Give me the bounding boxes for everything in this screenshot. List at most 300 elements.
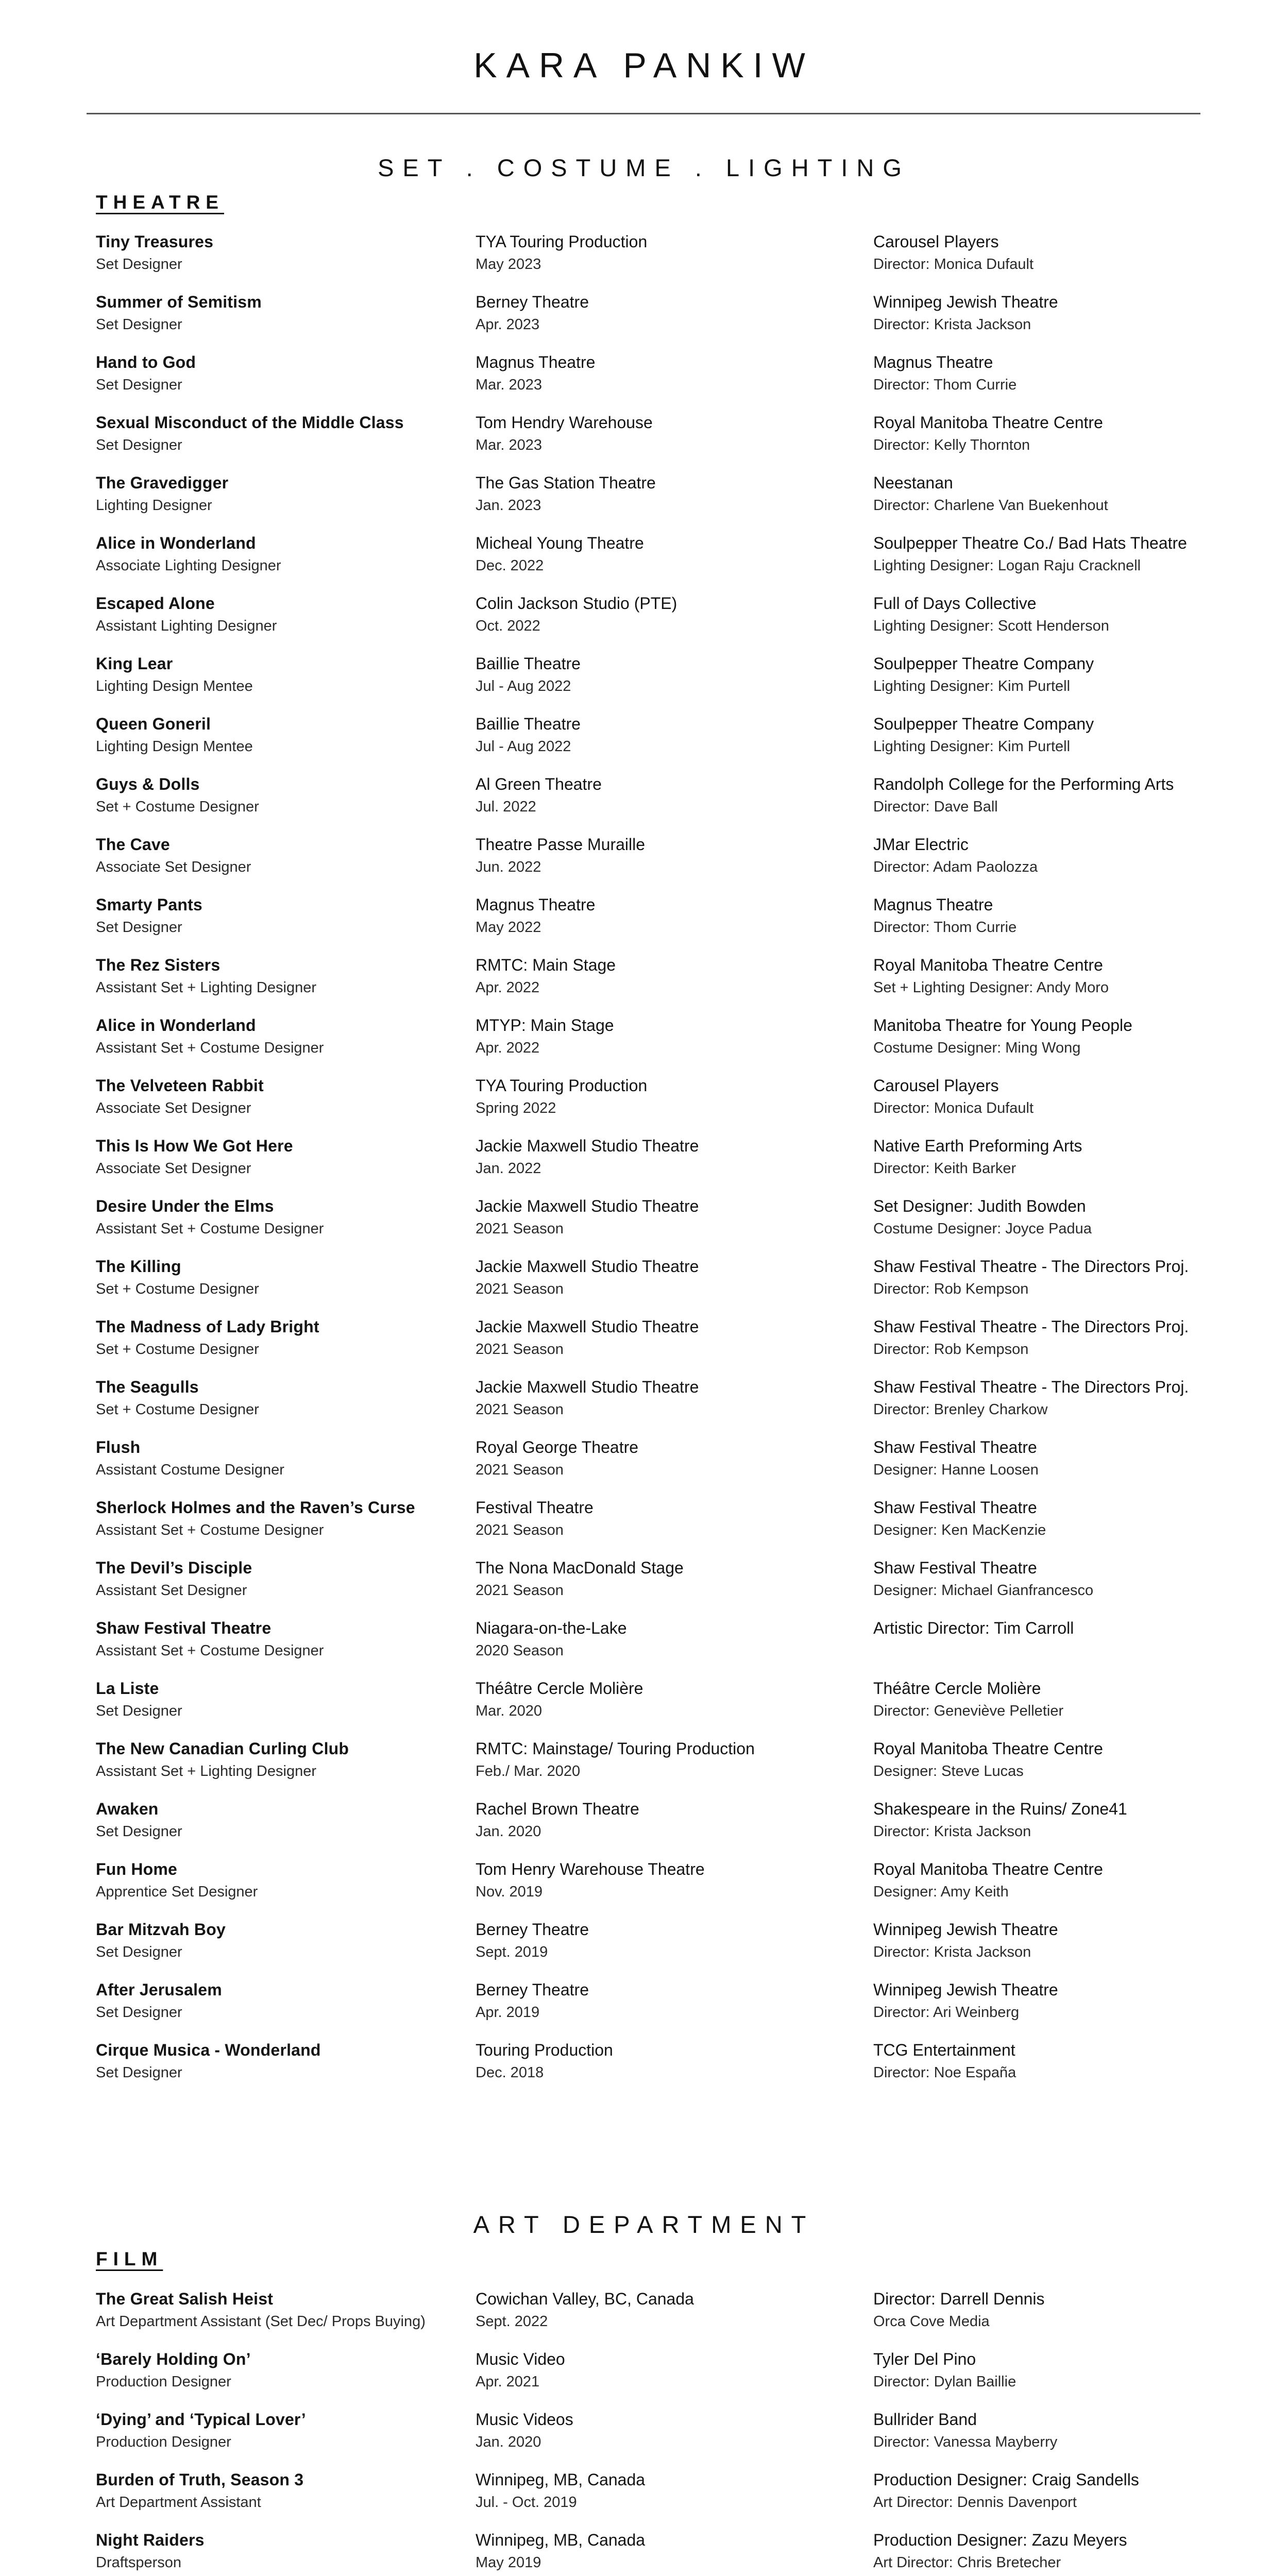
credit-date: Spring 2022 — [476, 1100, 556, 1116]
credit-cell — [476, 1376, 846, 1421]
credit-company: Soulpepper Theatre Company — [873, 715, 1094, 733]
credit-date: Jul. - Oct. 2019 — [476, 2494, 577, 2511]
credit-cell — [96, 2039, 467, 2084]
credit-company: TCG Entertainment — [873, 2041, 1015, 2059]
credit-date: May 2022 — [476, 919, 541, 936]
credit-date: Apr. 2022 — [476, 1040, 540, 1056]
credit-title: The Killing — [96, 1257, 181, 1276]
credit-date: May 2023 — [476, 256, 541, 273]
credit-date: Sept. 2022 — [476, 2313, 548, 2330]
credit-venue: TYA Touring Production — [476, 232, 648, 251]
credit-cell — [96, 1255, 467, 1300]
credit-cell — [873, 2468, 1234, 2514]
credit-company: Shaw Festival Theatre — [873, 1438, 1037, 1456]
credit-cell — [873, 2039, 1234, 2084]
credit-cell — [476, 2529, 846, 2574]
credit-title: La Liste — [96, 1679, 159, 1698]
credit-cell — [476, 1737, 846, 1783]
credit-cell — [476, 2287, 846, 2333]
credit-cell — [873, 1315, 1234, 1361]
credit-role: Assistant Set Designer — [96, 1582, 247, 1599]
credit-cell — [873, 532, 1234, 577]
credit-venue: Berney Theatre — [476, 293, 589, 311]
credit-date: 2020 Season — [476, 1642, 564, 1659]
credit-cell — [96, 713, 467, 758]
credit-cell — [873, 1195, 1234, 1240]
credit-role: Draftsperson — [96, 2554, 182, 2571]
credit-cell — [476, 1677, 846, 1722]
credit-company: Production Designer: Zazu Meyers — [873, 2531, 1127, 2549]
credit-company: Shakespeare in the Ruins/ Zone41 — [873, 1800, 1127, 1818]
credit-person: Director: Rob Kempson — [873, 1341, 1029, 1358]
credit-cell — [873, 713, 1234, 758]
credit-cell — [873, 954, 1234, 999]
credit-cell — [873, 1074, 1234, 1120]
credit-role: Assistant Set + Lighting Designer — [96, 1763, 316, 1780]
credit-date: Apr. 2019 — [476, 2004, 540, 2021]
credit-person: Designer: Ken MacKenzie — [873, 1522, 1046, 1538]
credit-cell — [96, 230, 467, 276]
credit-cell — [96, 1617, 467, 1662]
credit-venue: Baillie Theatre — [476, 715, 581, 733]
credit-company: Carousel Players — [873, 1076, 999, 1095]
credit-cell — [96, 1376, 467, 1421]
credit-date: Apr. 2023 — [476, 316, 540, 333]
credit-title: The Velveteen Rabbit — [96, 1076, 264, 1095]
credit-cell — [476, 230, 846, 276]
credit-company: Manitoba Theatre for Young People — [873, 1016, 1132, 1035]
credit-company: Artistic Director: Tim Carroll — [873, 1619, 1074, 1637]
credit-role: Associate Set Designer — [96, 1160, 251, 1177]
credit-row — [96, 1918, 1204, 1978]
credit-role: Set Designer — [96, 2004, 182, 2021]
credit-cell — [96, 2348, 467, 2393]
credit-person: Designer: Michael Gianfrancesco — [873, 1582, 1094, 1599]
credit-venue: Colin Jackson Studio (PTE) — [476, 594, 677, 613]
credit-row — [96, 1978, 1204, 2039]
credit-company: Winnipeg Jewish Theatre — [873, 293, 1058, 311]
credit-date: Jul - Aug 2022 — [476, 738, 571, 755]
credit-cell — [873, 471, 1234, 517]
credit-company: Shaw Festival Theatre - The Directors Proj. — [873, 1317, 1189, 1336]
credit-role: Art Department Assistant (Set Dec/ Props Buying) — [96, 2313, 426, 2330]
credit-cell — [96, 532, 467, 577]
credit-person: Designer: Amy Keith — [873, 1884, 1009, 1900]
credit-role: Assistant Set + Costume Designer — [96, 1642, 324, 1659]
credit-date: 2021 Season — [476, 1341, 564, 1358]
credit-date: 2021 Season — [476, 1401, 564, 1418]
credit-row — [96, 351, 1204, 411]
credit-role: Set Designer — [96, 316, 182, 333]
credit-date: 2021 Season — [476, 1221, 564, 1237]
header-divider — [87, 113, 1200, 114]
credit-cell — [873, 773, 1234, 818]
theatre-credits-list — [96, 230, 1204, 2099]
credit-venue: Cowichan Valley, BC, Canada — [476, 2290, 694, 2308]
credit-cell — [873, 291, 1234, 336]
credit-row — [96, 1798, 1204, 1858]
credit-cell — [96, 2529, 467, 2574]
credit-cell — [873, 1436, 1234, 1481]
credit-person: Director: Dave Ball — [873, 799, 998, 815]
credit-venue: RMTC: Mainstage/ Touring Production — [476, 1739, 755, 1758]
credit-cell — [476, 471, 846, 517]
credit-venue: Théâtre Cercle Molière — [476, 1679, 643, 1698]
credit-cell — [96, 351, 467, 396]
credit-role: Assistant Costume Designer — [96, 1462, 284, 1478]
credit-cell — [476, 893, 846, 939]
credit-row — [96, 2468, 1204, 2529]
credit-company: Randolph College for the Performing Arts — [873, 775, 1174, 793]
credit-role: Set Designer — [96, 437, 182, 453]
credit-row — [96, 2348, 1204, 2408]
credit-cell — [873, 1617, 1234, 1639]
credit-person: Art Director: Chris Bretecher — [873, 2554, 1061, 2571]
film-heading: FILM — [96, 2248, 163, 2269]
credit-cell — [96, 1737, 467, 1783]
credit-cell — [476, 1014, 846, 1059]
credit-person: Director: Thom Currie — [873, 919, 1017, 936]
credit-row — [96, 592, 1204, 652]
credit-role: Art Department Assistant — [96, 2494, 261, 2511]
credit-person: Director: Monica Dufault — [873, 256, 1034, 273]
credit-title: The Rez Sisters — [96, 956, 221, 974]
credit-cell — [873, 1737, 1234, 1783]
credit-role: Set Designer — [96, 1944, 182, 1960]
credit-cell — [476, 1496, 846, 1541]
credit-role: Associate Set Designer — [96, 859, 251, 875]
credit-date: Mar. 2020 — [476, 1703, 542, 1719]
credit-cell — [476, 2039, 846, 2084]
credit-cell — [476, 1918, 846, 1963]
credit-row — [96, 1376, 1204, 1436]
credit-company: Royal Manitoba Theatre Centre — [873, 1739, 1103, 1758]
credit-date: Dec. 2018 — [476, 2064, 544, 2081]
credit-venue: Magnus Theatre — [476, 353, 596, 371]
credit-venue: RMTC: Main Stage — [476, 956, 616, 974]
credit-role: Set Designer — [96, 1823, 182, 1840]
credit-person: Director: Adam Paolozza — [873, 859, 1038, 875]
credit-cell — [476, 1798, 846, 1843]
credit-cell — [96, 1074, 467, 1120]
credit-cell — [476, 2468, 846, 2514]
credit-cell — [96, 1436, 467, 1481]
credit-cell — [96, 1677, 467, 1722]
credit-cell — [476, 1556, 846, 1602]
credit-title: ‘Barely Holding On’ — [96, 2350, 251, 2368]
credit-company: Royal Manitoba Theatre Centre — [873, 413, 1103, 432]
credit-cell — [476, 1436, 846, 1481]
credit-title: Alice in Wonderland — [96, 1016, 256, 1035]
credit-row — [96, 773, 1204, 833]
credit-venue: Touring Production — [476, 2041, 613, 2059]
credit-cell — [476, 713, 846, 758]
credit-venue: Al Green Theatre — [476, 775, 602, 793]
credit-role: Assistant Set + Costume Designer — [96, 1221, 324, 1237]
credit-company: Magnus Theatre — [873, 895, 993, 914]
credit-title: Smarty Pants — [96, 895, 202, 914]
credit-cell — [96, 1496, 467, 1541]
credit-company: JMar Electric — [873, 835, 969, 854]
credit-date: Mar. 2023 — [476, 377, 542, 393]
credit-role: Associate Lighting Designer — [96, 557, 281, 574]
credit-cell — [476, 411, 846, 456]
credit-cell — [873, 592, 1234, 637]
credit-cell — [873, 1014, 1234, 1059]
credit-cell — [96, 652, 467, 698]
credit-cell — [476, 1858, 846, 1903]
credit-venue: Berney Theatre — [476, 1980, 589, 1999]
credit-title: Guys & Dolls — [96, 775, 200, 793]
credit-venue: Jackie Maxwell Studio Theatre — [476, 1378, 699, 1396]
credit-title: The Madness of Lady Bright — [96, 1317, 319, 1336]
credit-date: Apr. 2022 — [476, 979, 540, 996]
credit-person: Lighting Designer: Logan Raju Cracknell — [873, 557, 1141, 574]
credit-company: Shaw Festival Theatre - The Directors Proj. — [873, 1257, 1189, 1276]
credit-cell — [476, 652, 846, 698]
credit-cell — [873, 1858, 1234, 1903]
credit-date: May 2019 — [476, 2554, 541, 2571]
credit-date: 2021 Season — [476, 1522, 564, 1538]
credit-cell — [476, 773, 846, 818]
credit-person: Lighting Designer: Kim Purtell — [873, 738, 1071, 755]
credit-date: Jul - Aug 2022 — [476, 678, 571, 694]
credit-cell — [873, 1496, 1234, 1541]
credit-cell — [96, 1315, 467, 1361]
credit-row — [96, 713, 1204, 773]
credit-person: Director: Ari Weinberg — [873, 2004, 1020, 2021]
credit-cell — [476, 954, 846, 999]
credit-venue: Jackie Maxwell Studio Theatre — [476, 1257, 699, 1276]
credit-row — [96, 893, 1204, 954]
credit-person: Director: Krista Jackson — [873, 316, 1031, 333]
credit-role: Assistant Lighting Designer — [96, 618, 277, 634]
credit-row — [96, 833, 1204, 893]
credit-role: Set + Costume Designer — [96, 799, 259, 815]
credit-company: Director: Darrell Dennis — [873, 2290, 1045, 2308]
credit-role: Associate Set Designer — [96, 1100, 251, 1116]
credit-venue: Royal George Theatre — [476, 1438, 639, 1456]
credit-title: Bar Mitzvah Boy — [96, 1920, 226, 1939]
credit-row — [96, 1255, 1204, 1315]
credit-role: Assistant Set + Lighting Designer — [96, 979, 316, 996]
credit-date: 2021 Season — [476, 1462, 564, 1478]
credit-person: Lighting Designer: Kim Purtell — [873, 678, 1071, 694]
credit-row — [96, 1858, 1204, 1918]
credit-cell — [96, 1195, 467, 1240]
credit-person: Director: Rob Kempson — [873, 1281, 1029, 1297]
credit-company: Shaw Festival Theatre - The Directors Proj. — [873, 1378, 1189, 1396]
credit-cell — [96, 2287, 467, 2333]
credit-date: Oct. 2022 — [476, 618, 540, 634]
credit-cell — [476, 1315, 846, 1361]
credit-row — [96, 2408, 1204, 2468]
credit-cell — [476, 1255, 846, 1300]
credit-cell — [873, 411, 1234, 456]
credit-cell — [873, 2287, 1234, 2333]
credit-date: Apr. 2021 — [476, 2374, 540, 2390]
credit-cell — [96, 954, 467, 999]
art-department-title: ART DEPARTMENT — [473, 2211, 815, 2238]
credit-role: Assistant Set + Costume Designer — [96, 1522, 324, 1538]
credit-date: Jan. 2022 — [476, 1160, 541, 1177]
credit-company: Set Designer: Judith Bowden — [873, 1197, 1086, 1215]
credit-cell — [873, 1134, 1234, 1180]
credit-cell — [96, 592, 467, 637]
credit-title: Cirque Musica - Wonderland — [96, 2041, 321, 2059]
credit-cell — [96, 471, 467, 517]
credit-cell — [873, 833, 1234, 878]
credit-company: Théâtre Cercle Molière — [873, 1679, 1041, 1698]
credit-cell — [873, 1255, 1234, 1300]
credit-venue: Magnus Theatre — [476, 895, 596, 914]
credit-title: King Lear — [96, 654, 173, 673]
credit-company: Royal Manitoba Theatre Centre — [873, 956, 1103, 974]
credit-company: Shaw Festival Theatre — [873, 1498, 1037, 1517]
credit-cell — [873, 1918, 1234, 1963]
credit-role: Set Designer — [96, 256, 182, 273]
credit-row — [96, 471, 1204, 532]
credit-company: Carousel Players — [873, 232, 999, 251]
film-credits-list — [96, 2287, 1204, 2576]
credit-venue: Micheal Young Theatre — [476, 534, 644, 552]
credit-row — [96, 532, 1204, 592]
credit-cell — [476, 2348, 846, 2393]
credit-role: Lighting Design Mentee — [96, 738, 253, 755]
credit-cell — [873, 893, 1234, 939]
credit-title: Sherlock Holmes and the Raven’s Curse — [96, 1498, 415, 1517]
credit-cell — [476, 833, 846, 878]
credit-date: Jan. 2020 — [476, 2434, 541, 2450]
credit-person: Designer: Hanne Loosen — [873, 1462, 1039, 1478]
credit-person: Costume Designer: Joyce Padua — [873, 1221, 1092, 1237]
credit-row — [96, 291, 1204, 351]
credit-person: Director: Dylan Baillie — [873, 2374, 1016, 2390]
credit-company: Tyler Del Pino — [873, 2350, 976, 2368]
credit-person: Lighting Designer: Scott Henderson — [873, 618, 1109, 634]
credit-row — [96, 1315, 1204, 1376]
credit-person: Costume Designer: Ming Wong — [873, 1040, 1081, 1056]
credit-person: Orca Cove Media — [873, 2313, 990, 2330]
credit-cell — [96, 893, 467, 939]
resume-name: KARA PANKIW — [473, 46, 815, 85]
credit-title: The New Canadian Curling Club — [96, 1739, 349, 1758]
credit-row — [96, 1195, 1204, 1255]
credit-cell — [96, 291, 467, 336]
credit-role: Apprentice Set Designer — [96, 1884, 258, 1900]
credit-title: Summer of Semitism — [96, 293, 262, 311]
credit-person: Director: Geneviève Pelletier — [873, 1703, 1064, 1719]
credit-title: Fun Home — [96, 1860, 178, 1878]
credit-company: Magnus Theatre — [873, 353, 993, 371]
credit-venue: Jackie Maxwell Studio Theatre — [476, 1137, 699, 1155]
credit-venue: Rachel Brown Theatre — [476, 1800, 639, 1818]
credit-date: Jun. 2022 — [476, 859, 541, 875]
credit-cell — [96, 1014, 467, 1059]
credit-date: Jul. 2022 — [476, 799, 536, 815]
credit-row — [96, 1134, 1204, 1195]
credit-cell — [873, 230, 1234, 276]
credit-role: Set + Costume Designer — [96, 1341, 259, 1358]
credit-person: Director: Thom Currie — [873, 377, 1017, 393]
credit-cell — [873, 1556, 1234, 1602]
credit-cell — [476, 1074, 846, 1120]
credit-person: Director: Noe España — [873, 2064, 1016, 2081]
credit-row — [96, 954, 1204, 1014]
credit-venue: The Nona MacDonald Stage — [476, 1558, 684, 1577]
credit-title: Desire Under the Elms — [96, 1197, 274, 1215]
credit-cell — [96, 411, 467, 456]
credit-company: Soulpepper Theatre Co./ Bad Hats Theatre — [873, 534, 1187, 552]
credit-cell — [476, 1195, 846, 1240]
credit-cell — [873, 1677, 1234, 1722]
credit-cell — [476, 592, 846, 637]
credit-role: Lighting Design Mentee — [96, 678, 253, 694]
credit-date: 2021 Season — [476, 1582, 564, 1599]
credit-role: Set Designer — [96, 919, 182, 936]
credit-company: Soulpepper Theatre Company — [873, 654, 1094, 673]
credit-cell — [873, 2408, 1234, 2453]
credit-title: Alice in Wonderland — [96, 534, 256, 552]
credit-cell — [476, 351, 846, 396]
credit-person: Director: Krista Jackson — [873, 1823, 1031, 1840]
credit-role: Set + Costume Designer — [96, 1401, 259, 1418]
credit-row — [96, 411, 1204, 471]
credit-venue: The Gas Station Theatre — [476, 473, 656, 492]
credit-cell — [873, 1376, 1234, 1421]
credit-date: Feb./ Mar. 2020 — [476, 1763, 581, 1780]
credit-person: Director: Keith Barker — [873, 1160, 1016, 1177]
credit-company: Winnipeg Jewish Theatre — [873, 1920, 1058, 1939]
credit-date: Dec. 2022 — [476, 557, 544, 574]
credit-row — [96, 1014, 1204, 1074]
credit-role: Set Designer — [96, 1703, 182, 1719]
credit-company: Neestanan — [873, 473, 953, 492]
credit-row — [96, 652, 1204, 713]
credit-person: Director: Brenley Charkow — [873, 1401, 1048, 1418]
credit-cell — [96, 1858, 467, 1903]
credit-title: The Cave — [96, 835, 170, 854]
subtitle: SET . COSTUME . LIGHTING — [378, 154, 910, 181]
credit-cell — [873, 1798, 1234, 1843]
credit-title: The Gravedigger — [96, 473, 229, 492]
credit-row — [96, 1074, 1204, 1134]
credit-venue: Music Videos — [476, 2410, 573, 2429]
credit-date: 2021 Season — [476, 1281, 564, 1297]
credit-cell — [476, 532, 846, 577]
credit-title: Burden of Truth, Season 3 — [96, 2470, 304, 2489]
credit-title: After Jerusalem — [96, 1980, 222, 1999]
credit-person: Designer: Steve Lucas — [873, 1763, 1024, 1780]
credit-venue: Tom Hendry Warehouse — [476, 413, 653, 432]
credit-date: Sept. 2019 — [476, 1944, 548, 1960]
credit-cell — [96, 2408, 467, 2453]
credit-row — [96, 1496, 1204, 1556]
credit-cell — [476, 291, 846, 336]
credit-title: The Devil’s Disciple — [96, 1558, 252, 1577]
credit-title: This Is How We Got Here — [96, 1137, 293, 1155]
credit-cell — [476, 1134, 846, 1180]
credit-row — [96, 2039, 1204, 2099]
credit-role: Assistant Set + Costume Designer — [96, 1040, 324, 1056]
credit-date: Mar. 2023 — [476, 437, 542, 453]
credit-venue: Music Video — [476, 2350, 565, 2368]
credit-person: Director: Charlene Van Buekenhout — [873, 497, 1108, 514]
credit-cell — [873, 652, 1234, 698]
credit-venue: Theatre Passe Muraille — [476, 835, 646, 854]
credit-company: Winnipeg Jewish Theatre — [873, 1980, 1058, 1999]
credit-title: Night Raiders — [96, 2531, 205, 2549]
